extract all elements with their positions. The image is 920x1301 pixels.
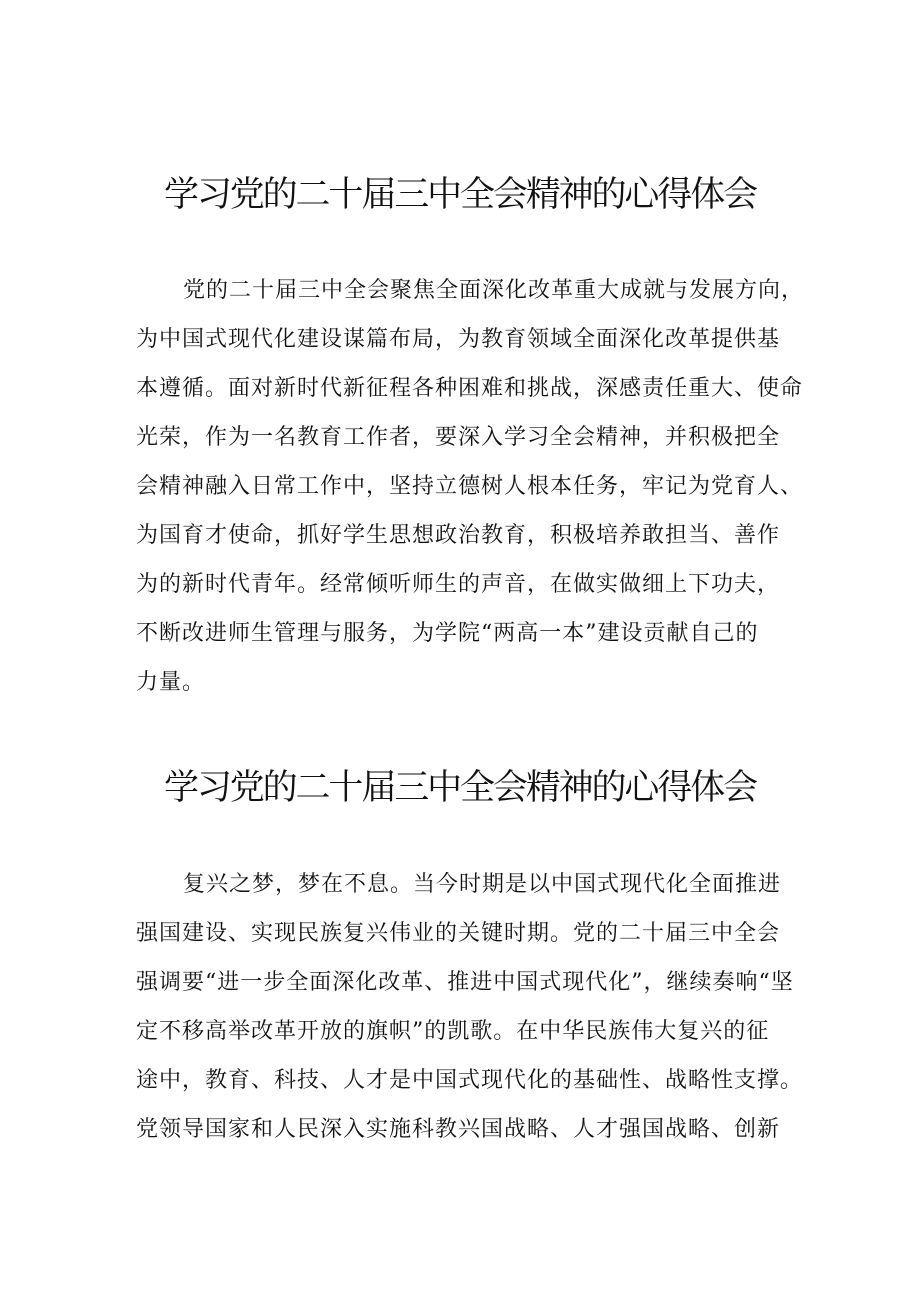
paragraph-line: 力量。 (136, 670, 206, 695)
paragraph-line: 途中，教育、科技、人才是中国式现代化的基础性、战略性支撑。 (136, 1068, 804, 1093)
paragraph-line: 党领导国家和人民深入实施科教兴国战略、人才强国战略、创新 (136, 1117, 781, 1142)
paragraph-line: 党的二十届三中全会聚焦全面深化改革重大成就与发展方向， (183, 278, 805, 303)
paragraph-line: 不断改进师生管理与服务，为学院“两高一本”建设贡献自己的 (136, 621, 759, 646)
paragraph-line: 复兴之梦，梦在不息。当今时期是以中国式现代化全面推进 (183, 872, 782, 897)
paragraph-line: 强调要“进一步全面深化改革、推进中国式现代化”，继续奏响“坚 (136, 970, 794, 995)
paragraph-line: 为的新时代青年。经常倾听师生的声音，在做实做细上下功夫， (136, 572, 781, 597)
paragraph-line: 本遵循。面对新时代新征程各种困难和挑战，深感责任重大、使命 (136, 376, 804, 401)
paragraph-line: 会精神融入日常工作中，坚持立德树人根本任务，牢记为党育人、 (136, 474, 804, 499)
section-2-paragraph (136, 866, 804, 1160)
paragraph-line: 为国育才使命，抓好学生思想政治教育，积极培养敢担当、善作 (136, 523, 781, 548)
paragraph-line: 为中国式现代化建设谋篇布局，为教育领域全面深化改革提供基 (136, 327, 781, 352)
paragraph-line: 强国建设、实现民族复兴伟业的关键时期。党的二十届三中全会 (136, 921, 781, 946)
paragraph-line: 光荣，作为一名教育工作者，要深入学习全会精神，并积极把全 (136, 425, 781, 450)
section-1-title: 学习党的二十届三中全会精神的心得体会 (163, 175, 756, 215)
paragraph-line: 定不移高举改革开放的旗帜”的凯歌。在中华民族伟大复兴的征 (136, 1019, 770, 1044)
section-2-title: 学习党的二十届三中全会精神的心得体会 (163, 768, 756, 808)
section-1-paragraph (136, 272, 805, 713)
